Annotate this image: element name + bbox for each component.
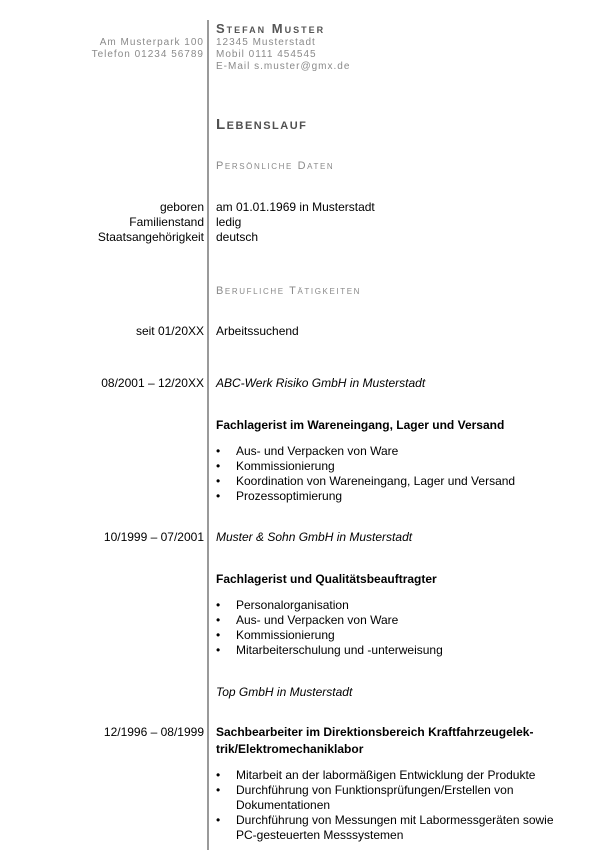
work-employer: Top GmbH in Musterstadt <box>216 685 353 699</box>
work-position: Fachlagerist im Wareneingang, Lager und Versand <box>216 418 505 432</box>
work-employer: ABC-Werk Risiko GmbH in Musterstadt <box>216 376 426 390</box>
document-title: Lebenslauf <box>216 116 308 133</box>
list-item: • Prozessoptimierung <box>216 489 576 504</box>
work-period: seit 01/20XX <box>135 324 204 338</box>
applicant-name: Stefan Muster <box>216 21 326 36</box>
mobile-number: Mobil 0111 454545 <box>216 49 317 60</box>
work-period: 12/1996 – 08/1999 <box>103 725 204 739</box>
value-nationality: deutsch <box>216 230 259 244</box>
list-item: • Koordination von Wareneingang, Lager und Versand <box>216 474 576 489</box>
label-nationality: Staatsangehörigkeit <box>97 230 204 244</box>
task-list <box>216 444 576 504</box>
section-personal-heading: Persönliche Daten <box>216 160 335 172</box>
list-item: • Kommissionierung <box>216 628 576 643</box>
list-item: • Aus- und Verpacken von Ware <box>216 444 576 459</box>
work-period: 08/2001 – 12/20XX <box>101 376 204 390</box>
phone-number: Telefon 01234 56789 <box>91 49 204 60</box>
list-item: • Durchführung von Messungen mit Labormessgeräten sowie PC-gesteuerten Messsystemen <box>216 813 571 843</box>
label-marital-status: Familienstand <box>129 215 204 229</box>
street-address: Am Musterpark 100 <box>99 37 204 48</box>
section-work-heading: Berufliche Tätigkeiten <box>216 285 362 297</box>
work-employer: Muster & Sohn GmbH in Musterstadt <box>216 530 413 544</box>
email-address: E-Mail s.muster@gmx.de <box>216 61 351 72</box>
list-item: • Mitarbeiterschulung und -unterweisung <box>216 643 576 658</box>
address-left <box>92 37 204 61</box>
list-item: • Personalorganisation <box>216 598 576 613</box>
list-item: • Durchführung von Funktionsprüfungen/Erstellen von Dokumentationen <box>216 783 571 813</box>
work-status: Arbeitssuchend <box>216 324 299 338</box>
list-item: • Mitarbeit an der labormäßigen Entwicklung der Produkte <box>216 768 571 783</box>
task-list <box>216 768 571 843</box>
value-marital-status: ledig <box>216 215 242 229</box>
list-item: • Aus- und Verpacken von Ware <box>216 613 576 628</box>
work-position: Fachlagerist und Qualitätsbeauftragter <box>216 572 437 586</box>
vertical-divider <box>207 20 209 850</box>
work-position <box>216 724 561 758</box>
value-born: am 01.01.1969 in Musterstadt <box>216 200 375 214</box>
work-period: 10/1999 – 07/2001 <box>103 530 204 544</box>
list-item: • Kommissionierung <box>216 459 576 474</box>
work-position-line: Sachbearbeiter im Direktionsbereich Kraftfahrzeugelek- <box>216 725 534 739</box>
task-list <box>216 598 576 658</box>
work-position-line: trik/Elektromechaniklabor <box>216 742 364 756</box>
postal-city: 12345 Musterstadt <box>216 37 316 48</box>
label-born: geboren <box>159 200 204 214</box>
address-right <box>216 37 350 73</box>
